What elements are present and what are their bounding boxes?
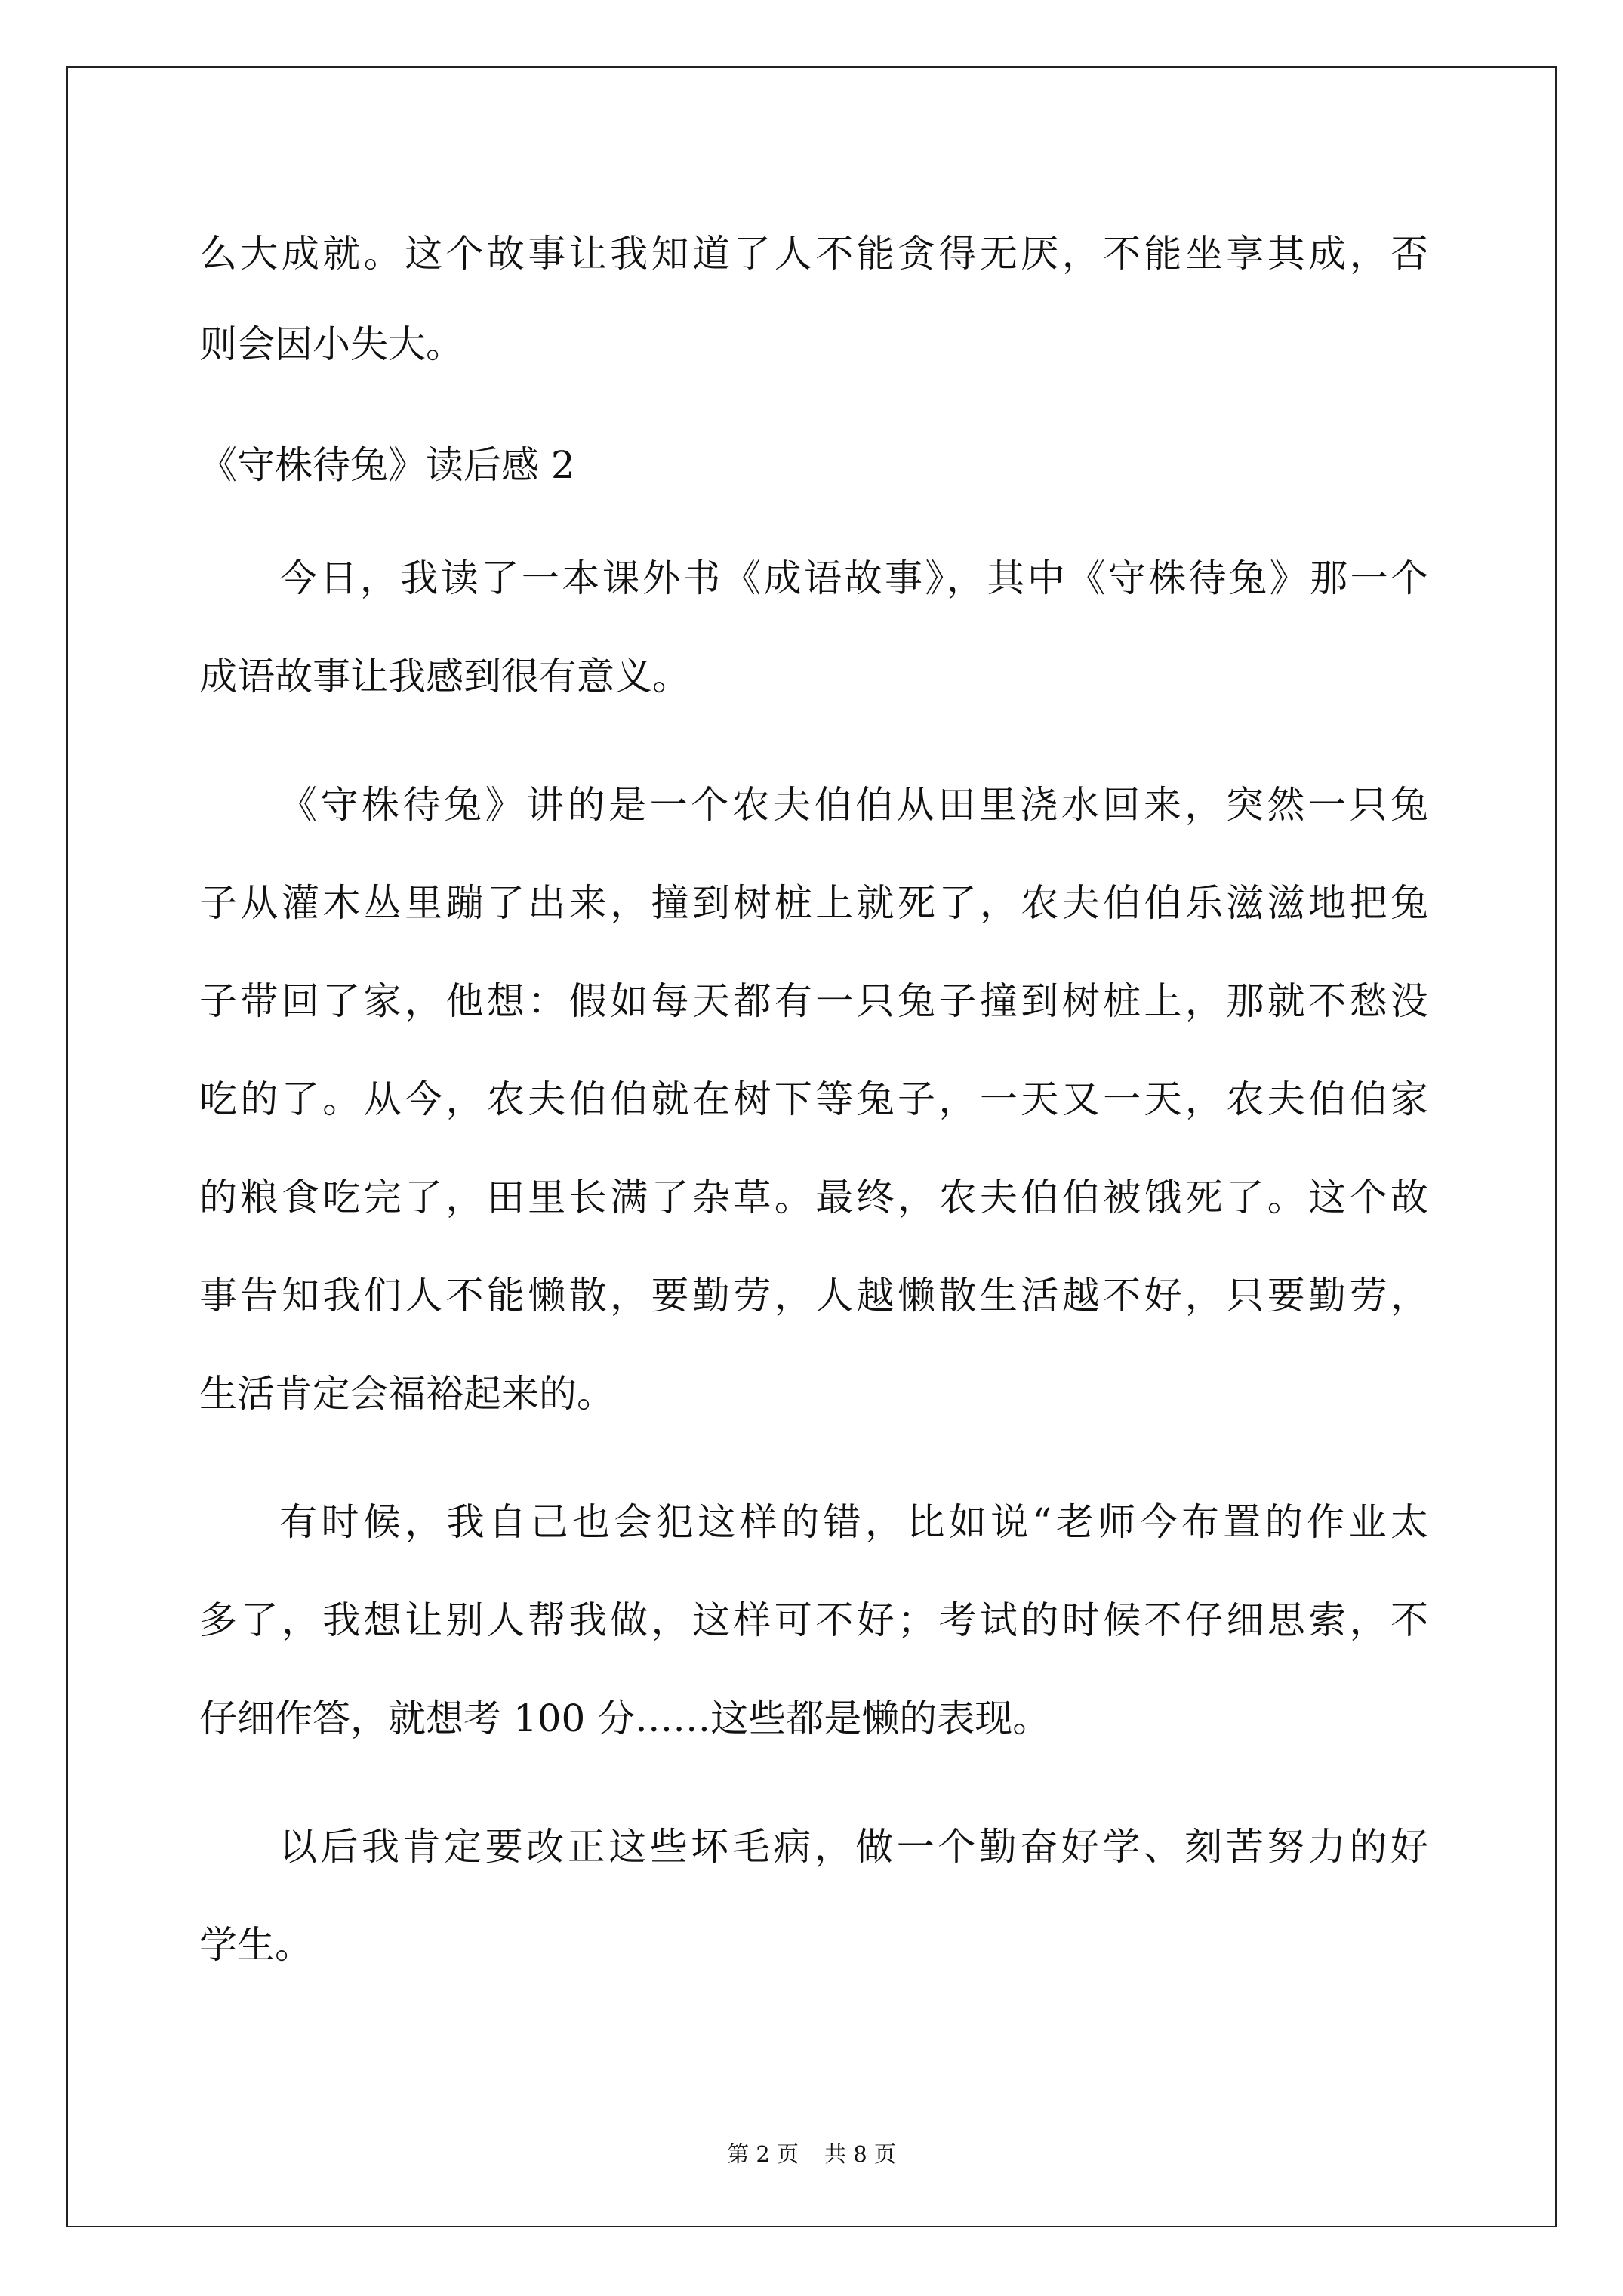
page-number-total: 共 8 页 xyxy=(824,2141,896,2167)
paragraph-line: 学生。 xyxy=(199,1923,313,1967)
section-heading: 《守株待兔》读后感 2 xyxy=(199,443,575,487)
paragraph-line: 生活肯定会福裕起来的。 xyxy=(199,1372,614,1416)
paragraph-line: 么大成就。这个故事让我知道了人不能贪得无厌，不能坐享其成，否 xyxy=(199,232,1428,276)
paragraph-line: 吃的了。从今，农夫伯伯就在树下等兔子，一天又一天，农夫伯伯家 xyxy=(199,1077,1428,1121)
paragraph-line: 以后我肯定要改正这些坏毛病，做一个勤奋好学、刻苦努力的好 xyxy=(279,1825,1428,1869)
paragraph-line: 则会因小失大。 xyxy=(199,322,463,366)
page-number-current: 第 2 页 xyxy=(727,2141,799,2167)
paragraph-line: 成语故事让我感到很有意义。 xyxy=(199,655,690,698)
paragraph-line: 的粮食吃完了，田里长满了杂草。最终，农夫伯伯被饿死了。这个故 xyxy=(199,1176,1428,1219)
paragraph-line: 事告知我们人不能懒散，要勤劳，人越懒散生活越不好，只要勤劳， xyxy=(199,1274,1428,1318)
paragraph-line: 多了，我想让别人帮我做，这样可不好；考试的时候不仔细思索，不 xyxy=(199,1598,1428,1642)
paragraph-line: 子从灌木丛里蹦了出来，撞到树桩上就死了，农夫伯伯乐滋滋地把兔 xyxy=(199,881,1428,925)
paragraph-line: 有时候，我自己也会犯这样的错，比如说“老师今布置的作业太 xyxy=(279,1500,1428,1544)
paragraph-line: 仔细作答，就想考 100 分……这些都是懒的表现。 xyxy=(199,1697,1051,1740)
paragraph-line: 今日，我读了一本课外书《成语故事》，其中《守株待兔》那一个 xyxy=(279,556,1428,600)
paragraph-line: 子带回了家，他想：假如每天都有一只兔子撞到树桩上，那就不愁没 xyxy=(199,979,1428,1023)
page-border xyxy=(66,66,1557,2227)
paragraph-line: 《守株待兔》讲的是一个农夫伯伯从田里浇水回来，突然一只兔 xyxy=(279,783,1428,827)
page-footer xyxy=(0,2140,1623,2168)
